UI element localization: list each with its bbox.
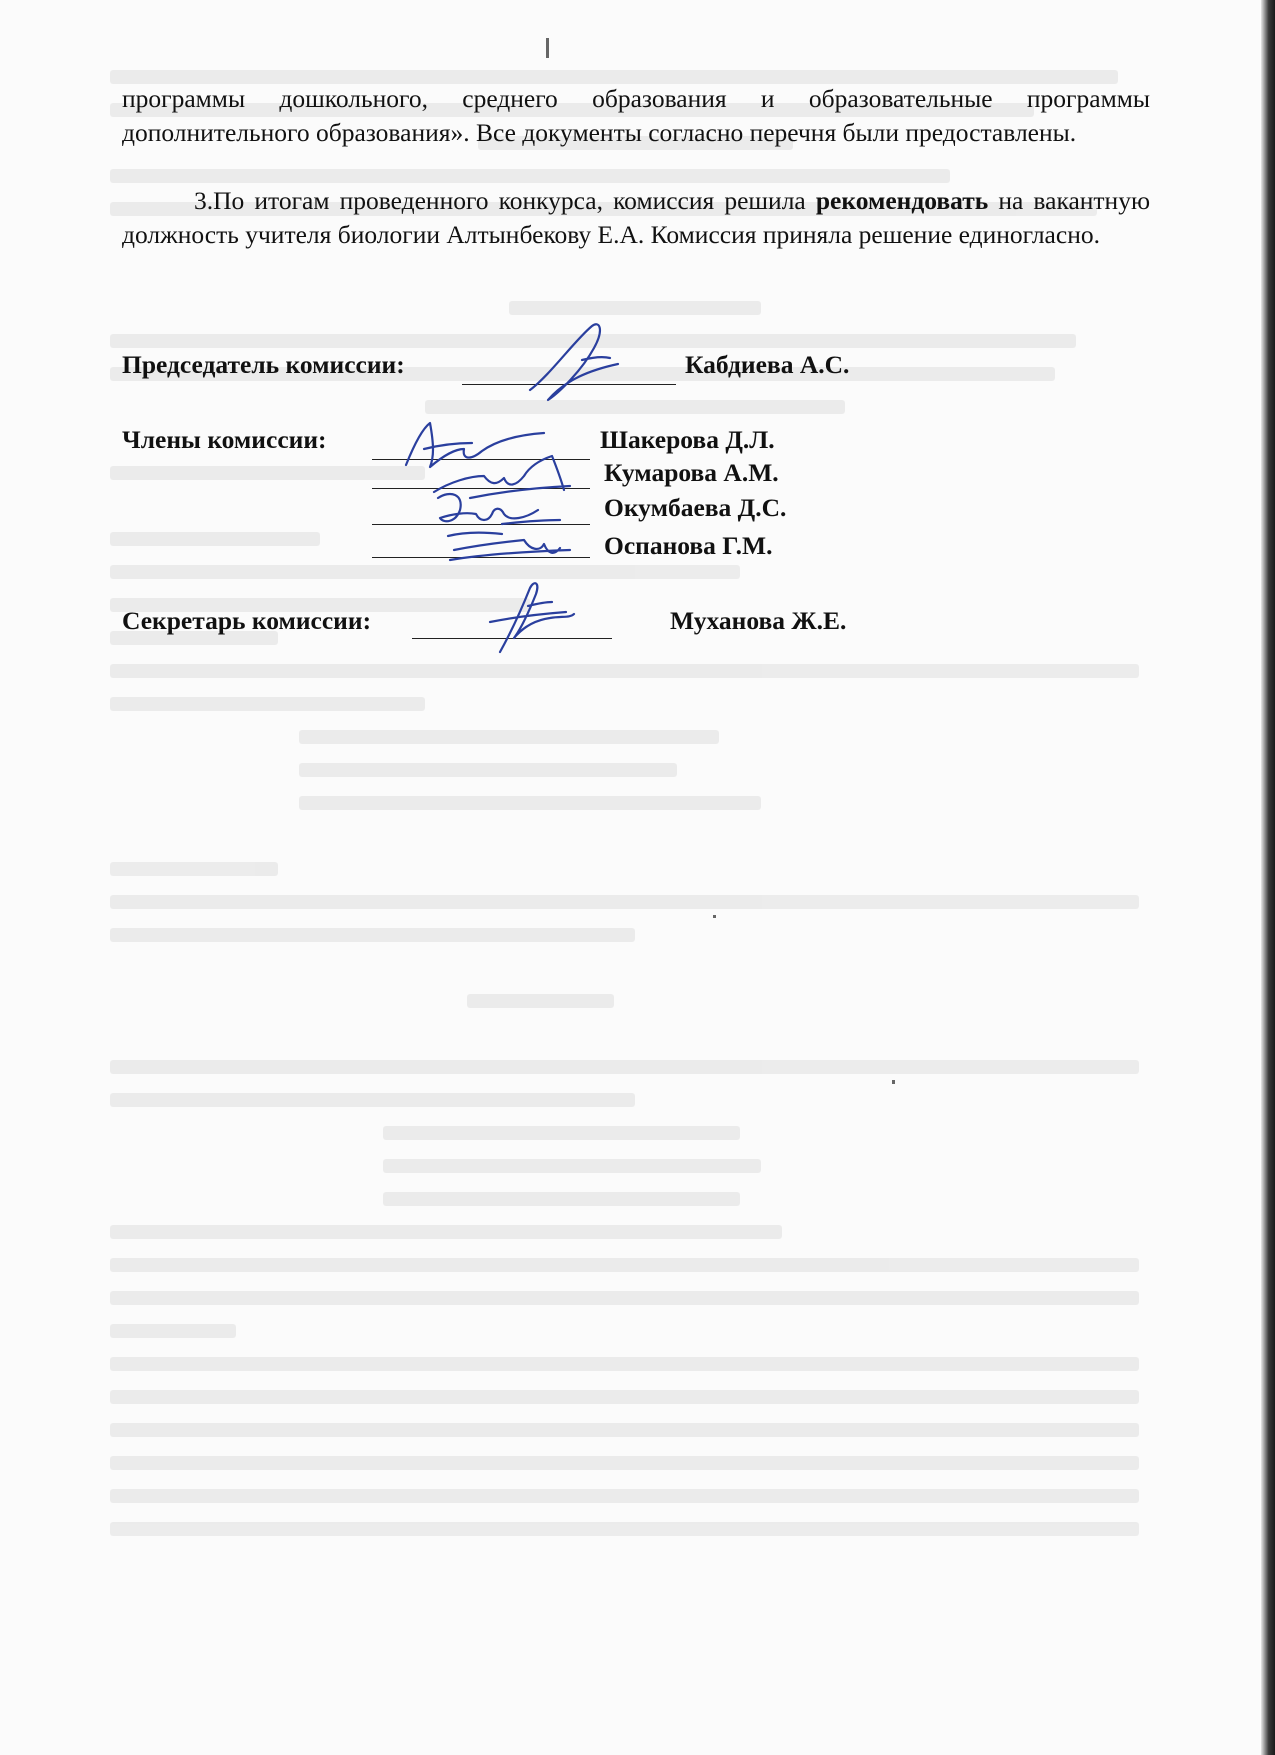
scan-edge-shadow bbox=[1261, 0, 1275, 1755]
chair-name: Кабдиева А.С. bbox=[685, 350, 850, 379]
secretary-label: Секретарь комиссии: bbox=[122, 606, 372, 635]
decision-text-start: 3.По итогам проведенного конкурса, комиссия решила bbox=[194, 186, 816, 215]
decision-text-end: на вакантную должность учителя биологии Алтынбекову Е.А. Комиссия приняла решение единогласно. bbox=[122, 186, 1151, 249]
bleed-through-text bbox=[110, 70, 1160, 1710]
member-2-name: Кумарова А.М. bbox=[604, 458, 779, 487]
scan-speck bbox=[713, 915, 716, 918]
scan-speck bbox=[546, 38, 549, 58]
member-1-name: Шакерова Д.Л. bbox=[600, 425, 775, 454]
chair-label: Председатель комиссии: bbox=[122, 350, 405, 379]
members-label: Члены комиссии: bbox=[122, 425, 327, 454]
member-3-name: Окумбаева Д.С. bbox=[604, 493, 787, 522]
secretary-signature bbox=[470, 578, 580, 658]
paragraph-decision bbox=[122, 184, 1150, 252]
member-4-name: Оспанова Г.М. bbox=[604, 531, 773, 560]
decision-keyword: рекомендовать bbox=[815, 186, 989, 215]
chair-signature bbox=[520, 320, 630, 410]
member-4-signature bbox=[444, 526, 574, 568]
paragraph-documents: программы дошкольного, среднего образования и образовательные программы дополнительного образования». Все документы согласно перечня были предоставлены. bbox=[122, 84, 1150, 147]
scan-speck bbox=[892, 1080, 895, 1084]
secretary-name: Муханова Ж.Е. bbox=[670, 606, 847, 635]
